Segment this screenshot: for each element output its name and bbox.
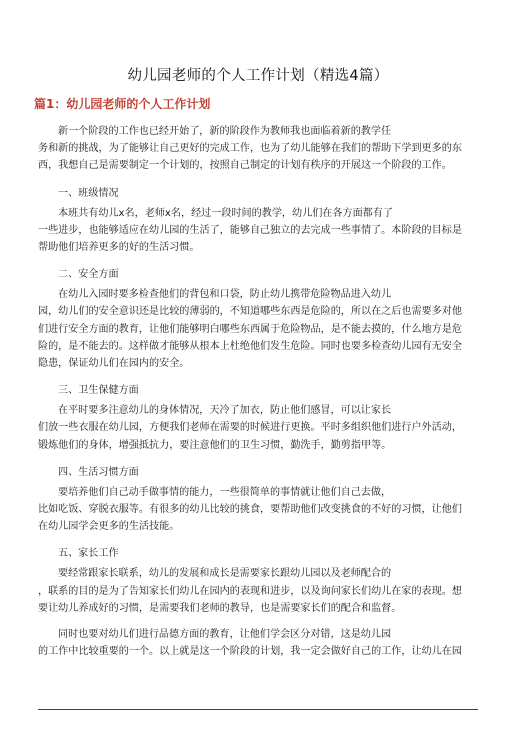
text-line: 要培养他们自己动手做事情的能力，一些很简单的事情就让他们自己去做， bbox=[58, 486, 392, 498]
text-line: 帮助他们培养更多的好的生活习惯。 bbox=[38, 242, 200, 254]
text-line: 比如吃饭、穿脱衣服等。有很多的幼儿比较的挑食，要帮助他们改变挑食的不好的习惯，让他们 bbox=[38, 504, 462, 516]
text-line: ，联系的目的是为了告知家长们幼儿在园内的表现和进步，以及询问家长们幼儿在家的表现。想 bbox=[38, 585, 462, 597]
section-paragraph bbox=[38, 484, 478, 536]
text-line: 要经常跟家长联系，幼儿的发展和成长是需要家长跟幼儿园以及老师配合的 bbox=[58, 568, 392, 580]
text-line: 同时也要对幼儿们进行品德方面的教育，让他们学会区分对错，这是幼儿园 bbox=[58, 629, 392, 641]
chapter-title: 篇1：幼儿园老师的个人工作计划 bbox=[34, 97, 211, 111]
text-line: 锻炼他们的身体，增强抵抗力，要注意他们的卫生习惯，勤洗手，勤剪指甲等。 bbox=[38, 439, 392, 451]
text-line: 的工作中比较重要的一个。以上就是这一个阶段的计划，我一定会做好自己的工作，让幼儿在园 bbox=[38, 646, 462, 658]
text-line: 西，我想自己是需要制定一个计划的，按照自己制定的计划有秩序的开展这一个阶段的工作。 bbox=[38, 160, 452, 172]
text-line: 一些进步，也能够适应在幼儿园的生活了，能够自己独立的去完成一些事情了。本阶段的目标是 bbox=[38, 224, 462, 236]
section-paragraph bbox=[38, 205, 478, 257]
text-line: 隐患，保证幼儿们在园内的安全。 bbox=[38, 358, 190, 370]
text-line: 园，幼儿们的安全意识还是比较的薄弱的，不知道哪些东西是危险的，所以在之后也需要多对他 bbox=[38, 306, 462, 318]
sections-container bbox=[38, 184, 478, 617]
text-line: 们放一些衣服在幼儿园，方便我们老师在需要的时候进行更换。平时多组织他们进行户外活动， bbox=[38, 422, 462, 434]
section-heading: 二、安全方面 bbox=[58, 269, 119, 281]
closing-paragraph bbox=[38, 626, 478, 660]
text-line: 在幼儿入园时要多检查他们的背包和口袋，防止幼儿携带危险物品进入幼儿 bbox=[58, 289, 392, 301]
text-line: 本班共有幼儿x名，老师x名，经过一段时间的教学，幼儿们在各方面都有了 bbox=[58, 207, 393, 219]
intro-paragraph bbox=[38, 123, 478, 175]
section-heading: 五、家长工作 bbox=[58, 548, 119, 560]
section-heading: 四、生活习惯方面 bbox=[58, 466, 139, 478]
text-line: 务和新的挑战，为了能够让自己更好的完成工作，也为了幼儿能够在我们的帮助下学到更多的东 bbox=[38, 143, 462, 155]
text-line: 在幼儿园学会更多的生活技能。 bbox=[38, 521, 180, 533]
section-heading: 三、卫生保健方面 bbox=[58, 385, 139, 397]
text-line: 新一个阶段的工作也已经开始了，新的阶段作为教师我也面临着新的教学任 bbox=[58, 126, 392, 137]
text-line: 在平时要多注意幼儿的身体情况，天冷了加衣，防止他们感冒，可以让家长 bbox=[58, 405, 392, 417]
text-line: 险的，是不能去的。这样做才能够从根本上杜绝他们发生危险。同时也要多检查幼儿园有无安全 bbox=[38, 340, 462, 352]
section-paragraph bbox=[38, 286, 478, 372]
text-line: 们进行安全方面的教育，让他们能够明白哪些东西属于危险物品，是不能去摸的，什么地方是危 bbox=[38, 323, 462, 335]
paragraph-gap bbox=[38, 617, 478, 626]
section-heading: 一、班级情况 bbox=[58, 187, 119, 199]
text-line: 要让幼儿养成好的习惯，是需要我们老师的教导，也是需要家长们的配合和监督。 bbox=[38, 602, 402, 614]
document-title: 幼儿园老师的个人工作计划（精选4篇） bbox=[127, 68, 389, 84]
section-paragraph bbox=[38, 402, 478, 454]
section-paragraph bbox=[38, 565, 478, 617]
footer-rule bbox=[38, 709, 478, 710]
